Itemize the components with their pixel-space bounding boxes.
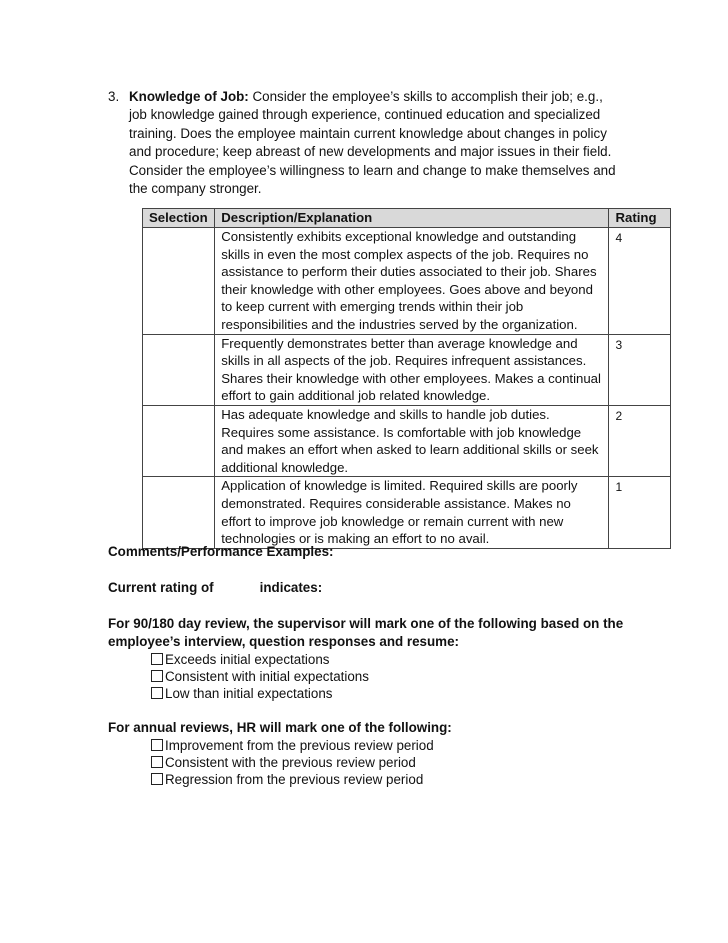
rating-cell: 1 [609, 477, 671, 548]
item-number: 3. [108, 89, 120, 104]
description-cell: Frequently demonstrates better than average knowledge and skills in all aspects of the job. Requires infrequent assistances. Shares their knowledge with other employees. Makes a continual effort to gain additional job related knowledge. [215, 334, 609, 405]
checkbox[interactable] [151, 687, 163, 699]
header-selection: Selection [143, 209, 215, 228]
annual-review-heading: For annual reviews, HR will mark one of the following: [108, 720, 452, 735]
selection-cell[interactable] [143, 405, 215, 476]
table-row [143, 228, 671, 335]
rating-cell: 2 [609, 405, 671, 476]
rating-cell: 3 [609, 334, 671, 405]
header-rating: Rating [609, 209, 671, 228]
checkbox-option[interactable]: Consistent with initial expectations [151, 668, 369, 685]
rating-suffix: indicates: [259, 580, 323, 595]
current-rating-line [108, 579, 668, 597]
checkbox-option[interactable]: Improvement from the previous review period [151, 737, 434, 754]
selection-cell[interactable] [143, 477, 215, 548]
checkbox-option[interactable]: Exceeds initial expectations [151, 651, 330, 668]
rating-cell: 4 [609, 228, 671, 335]
checkbox[interactable] [151, 670, 163, 682]
checkbox-option[interactable]: Regression from the previous review period [151, 771, 423, 788]
description-cell: Application of knowledge is limited. Required skills are poorly demonstrated. Requires considerable assistance. Makes no effort to improve job knowledge or remain current with new technologies or is making an effort to no avail. [215, 477, 609, 548]
checkbox-option[interactable]: Low than initial expectations [151, 685, 333, 702]
item-title: Knowledge of Job: [129, 89, 249, 104]
description-cell: Has adequate knowledge and skills to handle job duties. Requires some assistance. Is comfortable with job knowledge and makes an effort when asked to learn additional skills or seek additional knowledge. [215, 405, 609, 476]
checkbox[interactable] [151, 756, 163, 768]
checkbox[interactable] [151, 773, 163, 785]
table-row [143, 477, 671, 548]
selection-cell[interactable] [143, 228, 215, 335]
item-text: Consider the employee’s skills to accomplish their job; e.g., job knowledge gained through experience, continued education and specialized training. Does the employee maintain current knowledge about changes in policy and procedure; keep abreast of new developments and major issues in their field. Consider the employee’s willingness to learn and change to make themselves and the company stronger. [129, 89, 616, 197]
rating-table [142, 208, 671, 549]
knowledge-of-job-item [108, 88, 618, 198]
rating-prefix: Current rating of [108, 580, 214, 595]
item-body [129, 88, 618, 198]
review-90-180-heading: For 90/180 day review, the supervisor will mark one of the following based on the employee’s interview, question responses and resume: [108, 616, 624, 649]
table-row [143, 405, 671, 476]
selection-cell[interactable] [143, 334, 215, 405]
checkbox-option[interactable]: Consistent with the previous review period [151, 754, 416, 771]
checkbox[interactable] [151, 653, 163, 665]
description-cell: Consistently exhibits exceptional knowledge and outstanding skills in even the most complex aspects of the job. Requires no assistance to perform their duties associated to their job. Shares their knowledge with other employees. Goes above and beyond to keep current with emerging trends within their job responsibilities and the industries served by the organization. [215, 228, 609, 335]
header-description: Description/Explanation [215, 209, 609, 228]
table-header-row [143, 209, 671, 228]
table-row [143, 334, 671, 405]
comments-label: Comments/Performance Examples: [108, 544, 334, 559]
checkbox[interactable] [151, 739, 163, 751]
